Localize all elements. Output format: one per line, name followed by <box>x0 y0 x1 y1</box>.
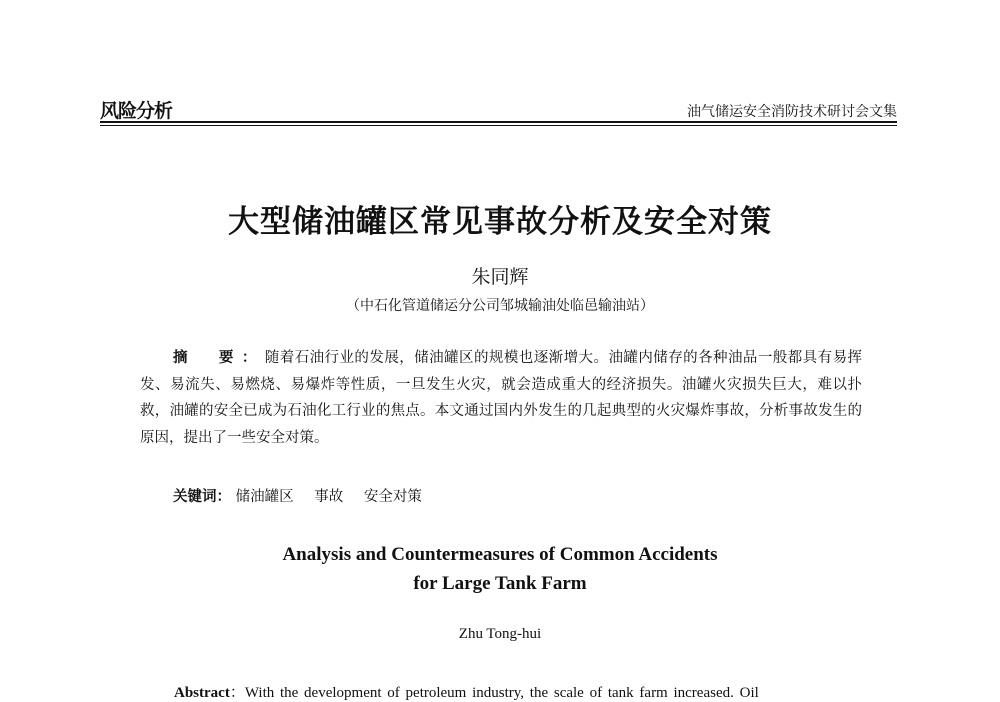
english-title <box>0 540 1000 598</box>
english-abstract-label: Abstract <box>174 685 230 701</box>
article-title: 大型储油罐区常见事故分析及安全对策 <box>228 204 772 240</box>
author-name: 朱同辉 <box>471 266 529 288</box>
abstract-label: 摘 要： <box>173 350 265 366</box>
keywords-label: 关键词： <box>173 489 231 505</box>
english-title-line: for Large Tank Farm <box>413 573 587 594</box>
keywords <box>173 485 438 506</box>
abstract-english <box>174 681 862 702</box>
keyword: 事故 <box>314 489 344 505</box>
english-abstract-separator: ： <box>229 685 245 701</box>
english-author: Zhu Tong-hui <box>458 626 542 642</box>
section-label: 风险分析 <box>100 100 173 122</box>
keyword: 安全对策 <box>363 489 422 505</box>
author-affiliation: （中石化管道储运分公司邹城输油处临邑输油站） <box>346 298 654 314</box>
english-abstract-text: With the development of petroleum industry, the scale of tank farm increased. Oil <box>244 685 759 701</box>
publication-title: 油气储运安全消防技术研讨会文集 <box>687 104 897 120</box>
header-divider <box>100 121 897 123</box>
keyword: 储油罐区 <box>235 489 294 505</box>
english-title-line: Analysis and Countermeasures of Common Accidents <box>282 544 718 565</box>
abstract-chinese <box>140 345 862 451</box>
abstract-text: 随着石油行业的发展，储油罐区的规模也逐渐增大。油罐内储存的各种油品一般都具有易挥发、易流失、易燃烧、易爆炸等性质，一旦发生火灾，就会造成重大的经济损失。油罐火灾损失巨大，难以扑救，油罐的安全已成为石油化工行业的焦点。本文通过国内外发生的几起典型的火灾爆炸事故，分析事故发生的原因，提出了一些安全对策。 <box>140 350 863 446</box>
header-divider-thin <box>100 125 897 126</box>
